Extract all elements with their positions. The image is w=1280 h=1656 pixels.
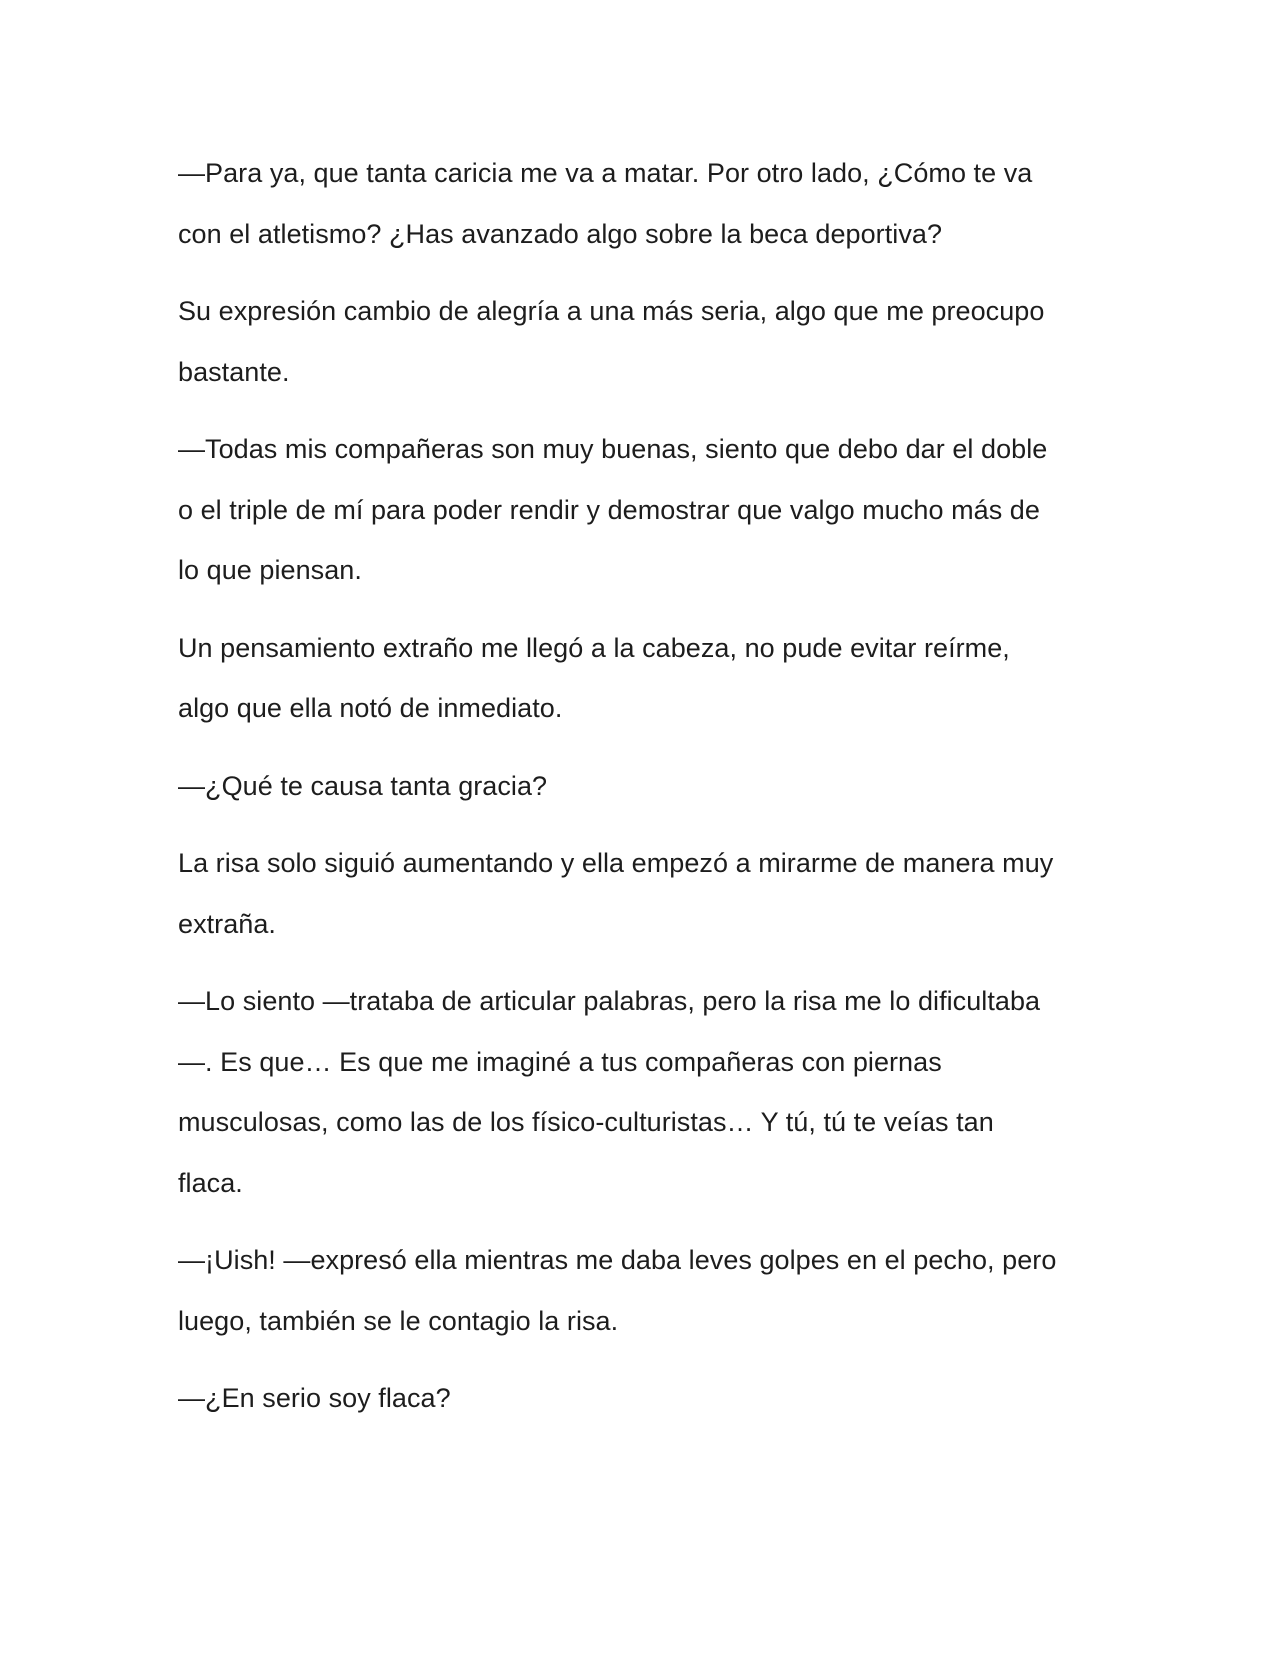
text-line: Un pensamiento extraño me llegó a la cabeza, no pude evitar reírme, — [178, 632, 1010, 663]
text-line: o el triple de mí para poder rendir y demostrar que valgo mucho más de — [178, 494, 1040, 525]
text-line: algo que ella notó de inmediato. — [178, 693, 563, 723]
paragraph — [178, 1230, 1108, 1351]
paragraph — [178, 756, 1108, 817]
text-line: lo que piensan. — [178, 555, 362, 585]
text-line: musculosas, como las de los físico-culturistas… Y tú, tú te veías tan — [178, 1107, 994, 1137]
text-line: —Para ya, que tanta caricia me va a matar. Por otro lado, ¿Cómo te va — [178, 158, 1033, 188]
paragraph — [178, 833, 1108, 954]
paragraph — [178, 971, 1108, 1213]
text-line: —¡Uish! —expresó ella mientras me daba leves golpes en el pecho, pero — [178, 1245, 1057, 1275]
text-line: —. Es que… Es que me imaginé a tus compañeras con piernas — [178, 1046, 942, 1077]
text-line: flaca. — [178, 1167, 243, 1198]
text-line: —Lo siento —trataba de articular palabras, pero la risa me lo dificultaba — [178, 986, 1041, 1016]
text-line: luego, también se le contagio la risa. — [178, 1305, 619, 1336]
text-line: extraña. — [178, 908, 276, 939]
text-line: —¿Qué te causa tanta gracia? — [178, 770, 548, 801]
text-line: con el atletismo? ¿Has avanzado algo sobre la beca deportiva? — [178, 218, 943, 249]
paragraph — [178, 618, 1108, 739]
text-line: La risa solo siguió aumentando y ella empezó a mirarme de manera muy — [178, 848, 1054, 878]
text-line: —¿En serio soy flaca? — [178, 1383, 451, 1413]
text-line: —Todas mis compañeras son muy buenas, siento que debo dar el doble — [178, 434, 1048, 464]
paragraph — [178, 419, 1108, 601]
text-line: Su expresión cambio de alegría a una más seria, algo que me preocupo — [178, 296, 1045, 326]
paragraph — [178, 281, 1108, 402]
text-line: bastante. — [178, 356, 290, 387]
paragraph — [178, 143, 1108, 264]
story-text — [178, 143, 1108, 1446]
paragraph — [178, 1368, 1108, 1429]
